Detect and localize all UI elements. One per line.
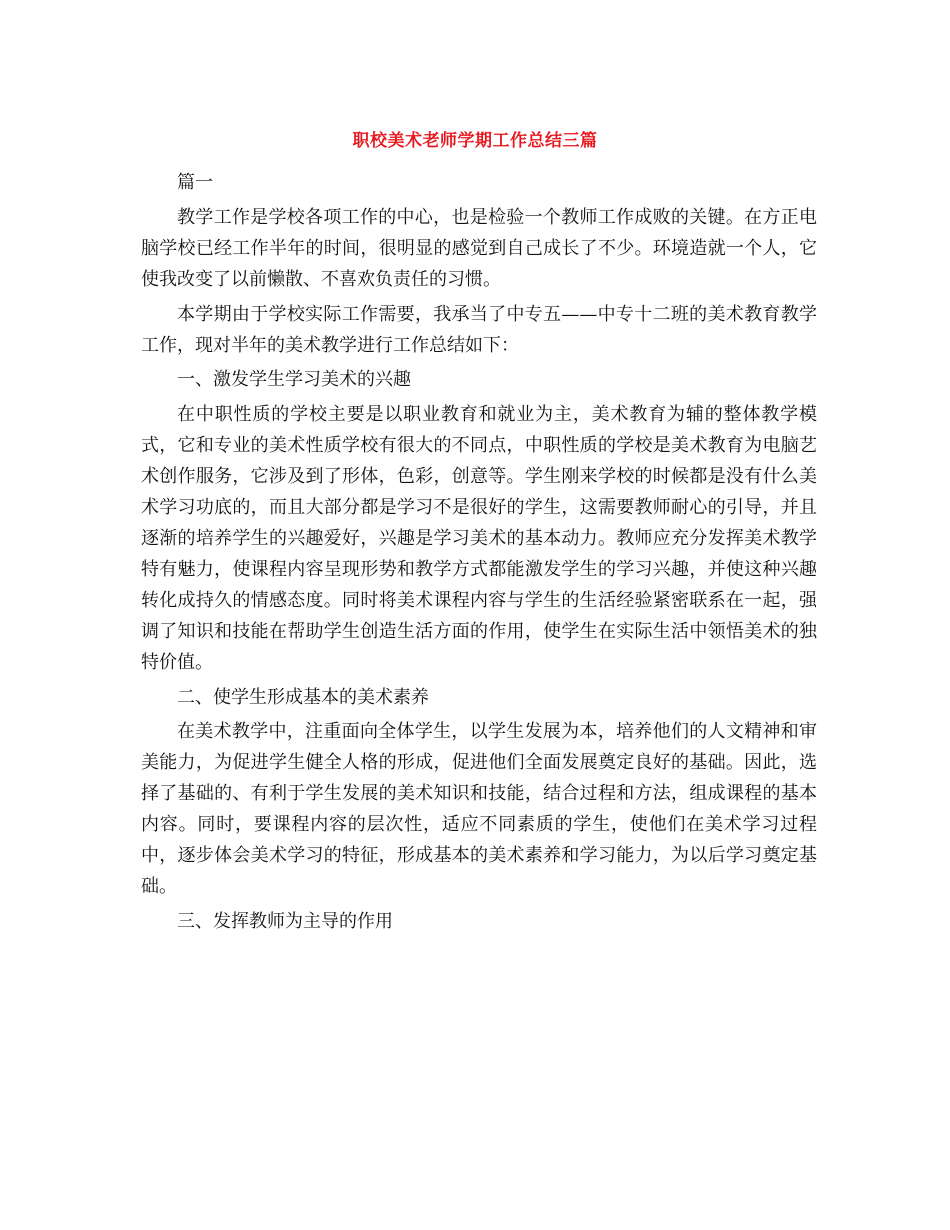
document-body [141, 168, 817, 942]
paragraph: 在美术教学中，注重面向全体学生，以学生发展为本，培养他们的人文精神和审美能力，为促进学生健全人格的形成，促进他们全面发展奠定良好的基础。因此，选择了基础的、有利于学生发展的美术知识和技能，结合过程和方法，组成课程的基本内容。同时，要课程内容的层次性，适应不同素质的学生，使他们在美术学习过程中，逐步体会美术学习的特征，形成基本的美术素养和学习能力，为以后学习奠定基础。 [141, 721, 817, 897]
section-heading: 一、激发学生学习美术的兴趣 [177, 369, 411, 391]
paragraph: 本学期由于学校实际工作需要，我承当了中专五——中专十二班的美术教育教学工作，现对半年的美术教学进行工作总结如下： [141, 303, 817, 356]
section-heading: 二、使学生形成基本的美术素养 [177, 686, 429, 708]
paragraph: 在中职性质的学校主要是以职业教育和就业为主，美术教育为辅的整体教学模式，它和专业的美术性质学校有很大的不同点，中职性质的学校是美术教育为电脑艺术创作服务，它涉及到了形体，色彩，创意等。学生刚来学校的时候都是没有什么美术学习功底的，而且大部分都是学习不是很好的学生，这需要教师耐心的引导，并且逐渐的培养学生的兴趣爱好，兴趣是学习美术的基本动力。教师应充分发挥美术教学特有魅力，使课程内容呈现形势和教学方式都能激发学生的学习兴趣，并使这种兴趣转化成持久的情感态度。同时将美术课程内容与学生的生活经验紧密联系在一起，强调了知识和技能在帮助学生创造生活方面的作用，使学生在实际生活中领悟美术的独特价值。 [141, 404, 817, 673]
section-heading: 三、发挥教师为主导的作用 [177, 910, 393, 932]
section-label: 篇一 [177, 172, 213, 193]
paragraph: 教学工作是学校各项工作的中心，也是检验一个教师工作成败的关键。在方正电脑学校已经工作半年的时间，很明显的感觉到自己成长了不少。环境造就一个人，它使我改变了以前懒散、不喜欢负责任的习惯。 [141, 206, 817, 290]
document-title: 职校美术老师学期工作总结三篇 [352, 131, 598, 151]
